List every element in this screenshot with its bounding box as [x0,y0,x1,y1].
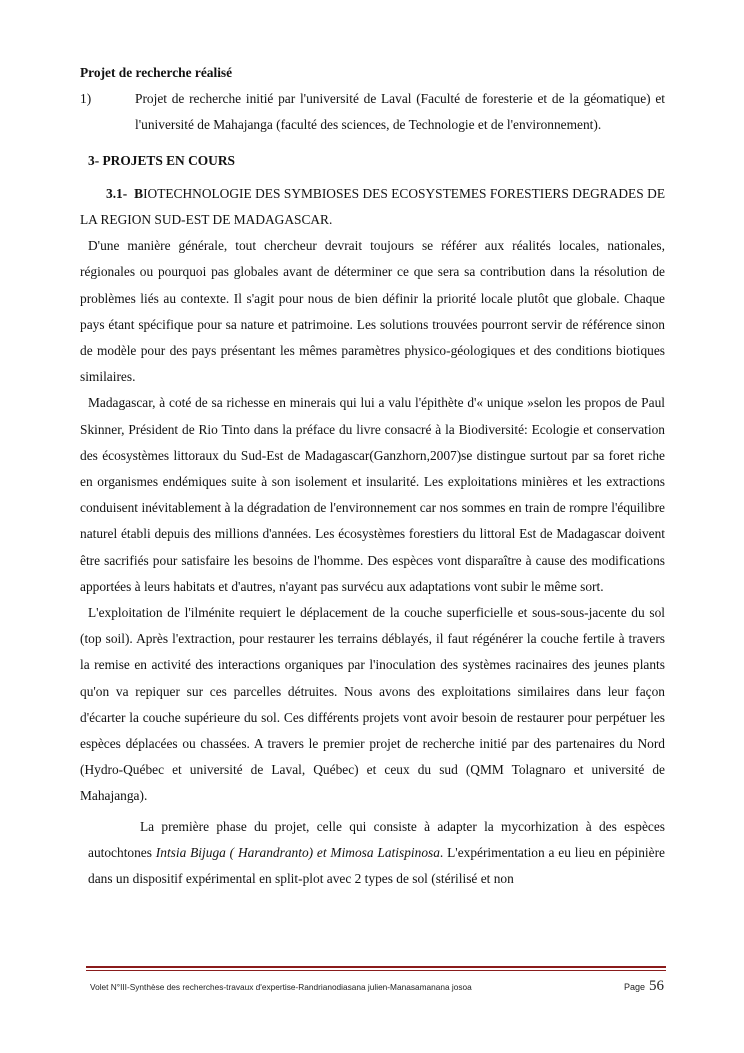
footer-text: Volet N°III-Synthèse des recherches-travaux d'expertise-Randrianodiasana julien-Manasamanana josoa [90,982,472,992]
footer-rule-thick [86,966,666,968]
heading-text: Projet de recherche réalisé [80,65,233,80]
page-footer [90,978,664,995]
list-item-number: 1) [80,91,92,107]
paragraph-last [88,814,665,893]
footer-rule-thin [86,970,666,971]
paragraph: L'exploitation de l'ilménite requiert le déplacement de la couche superficielle et sous-sous-jacente du sol (top soil). Après l'extraction, pour restaurer les terrains déblayés, il faut régénérer la couche fertile à travers la remise en activité des interactions organiques par l'inoculation des systèmes racinaires des jeunes plants qu'on va repiquer sur ces parcelles détruites. Nous avons des exploitations similaires dans leur façon d'écarter la couche supérieure du sol. Ces différents projets vont avoir besoin de restaurer pour perpétuer les espèces déplacées ou chassées. A travers le premier projet de recherche initié par des partenaires du Nord (Hydro-Québec et université de Laval, Québec) et ceux du sud (QMM Tolagnaro et université de Mahajanga). [80,605,665,804]
document-body [80,60,665,892]
subsection-title: IOTECHNOLOGIE DES SYMBIOSES DES ECOSYSTEMES FORESTIERS DEGRADES DE LA REGION SUD-EST DE MADAGASCAR. [80,185,665,228]
page-label: Page [623,982,645,992]
page-number-block [624,978,664,995]
page-number: 56 [649,978,664,994]
species-names: Intsia Bijuga ( Harandranto) et Mimosa Latispinosa [155,844,440,860]
paragraph: Madagascar, à coté de sa richesse en minerais qui lui a valu l'épithète d'« unique »selon les propos de Paul Skinner, Président de Rio Tinto dans la préface du livre consacré à la Biodiversité: Ecologie et conservation des écosystèmes littoraux du Sud-Est de Madagascar(Ganzhorn,2007)se distingue surtout par sa foret riche en organismes endémiques suite à son isolement et insularité. Les exploitations minières et les extractions conduisent inévitablement à la dégradation de l'environnement car nos sommes en train de rompre l'équilibre naturel établi depuis des millions d'années. Les écosystèmes forestiers du littoral Est de Madagascar doivent être sacrifiés pour satisfaire les besoins de l'homme. Des espèces vont disparaître à cause des modifications apportées à leurs habitats et d'autres, n'ayant pas survécu aux adaptations vont subir le même sort. [80,395,665,594]
section-heading: 3- PROJETS EN COURS [88,152,235,168]
heading-completed-project [80,60,665,86]
subsection-number: 3.1- [106,185,128,201]
paragraph: D'une manière générale, tout chercheur devrait toujours se référer aux réalités locales, nationales, régionales ou pourquoi pas globales avant de déterminer ce que sera sa contribution dans la résolution de problèmes liés au contexte. Il s'agit pour nous de bien définir la priorité locale plutôt que globale. Chaque pays étant spécifique pour sa nature et patrimoine. Les solutions trouvées pourront servir de référence sinon de modèle pour des pays présentant les mêmes paramètres physico-géologiques et des conditions biotiques similaires. [80,238,665,385]
subsection-heading [80,181,665,233]
list-item [80,86,665,138]
paragraph-text: La première phase du projet, celle qui consiste à adapter la mycorhization à des espèces autochtones [88,818,665,860]
paragraph-text-continued: . L'expérimentation a eu lieu en pépinière dans un dispositif expérimental en split-plot avec 2 types de sol (stérilisé et non [88,844,665,887]
list-item-text: Projet de recherche initié par l'université de Laval (Faculté de foresterie et de la géomatique) et l'université de Mahajanga (faculté des sciences, de Technologie et de l'environnement). [135,91,665,133]
subsection-initial: B [134,185,144,201]
